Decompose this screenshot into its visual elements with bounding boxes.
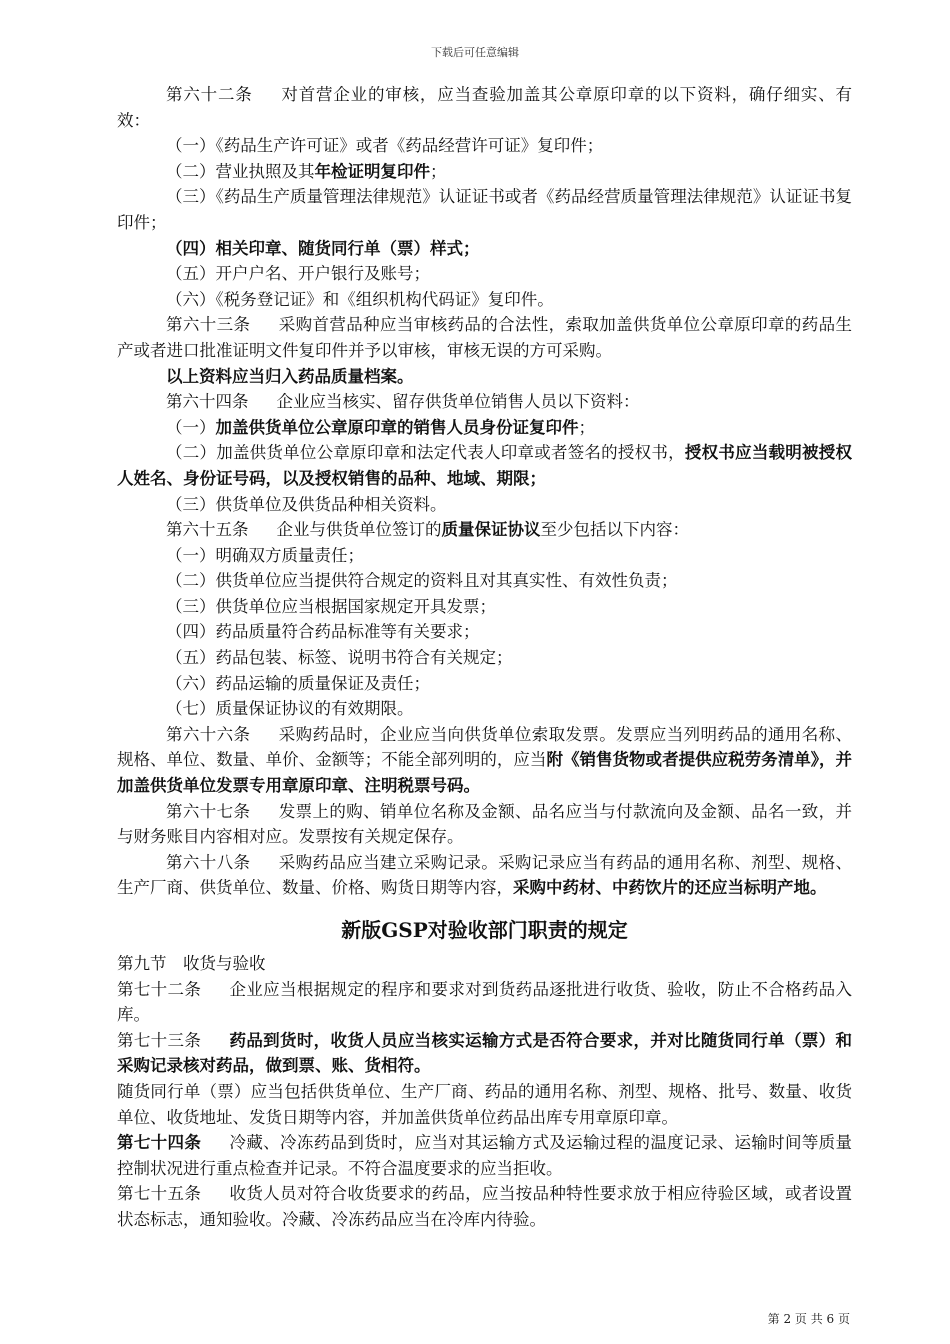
- article-label: 第六十四条: [166, 392, 249, 412]
- article-label: 第七十四条: [117, 1133, 202, 1153]
- article-63: [117, 312, 852, 363]
- article-73: [117, 1028, 852, 1079]
- article-text: 采购首营品种应当审核药品的合法性，索取加盖供货单位公章原印章的药品生产或者进口批准证明文件复印件并予以审核，审核无误的方可采购。: [117, 315, 853, 360]
- article-text: 企业应当根据规定的程序和要求对到货药品逐批进行收货、验收，防止不合格药品入库。: [117, 979, 853, 1025]
- list-item: [117, 236, 852, 262]
- list-text: ；: [578, 417, 595, 437]
- article-label: 第七十三条: [117, 1030, 202, 1050]
- article-label: 第六十七条: [166, 801, 251, 821]
- page-number: 第 2 页 共 6 页: [767, 1312, 850, 1326]
- list-text: （一）: [166, 417, 216, 437]
- article-label: 第六十二条: [166, 85, 253, 104]
- article-64: [117, 389, 852, 415]
- article-68: [117, 850, 852, 901]
- article-74: [117, 1130, 852, 1181]
- article-text: 发票上的购、销单位名称及金额、品名应当与付款流向及金额、品名一致，并与财务账目内容相对应。发票按有关规定保存。: [117, 801, 853, 847]
- article-label: 第七十五条: [117, 1184, 202, 1204]
- list-item: （三）供货单位及供货品种相关资料。: [166, 494, 447, 514]
- note-text: 以上资料应当归入药品质量档案。: [166, 366, 414, 386]
- article-text: 企业与供货单位签订的: [276, 520, 442, 540]
- list-item: （五）开户户名、开户银行及账号；: [166, 264, 430, 284]
- article-label: 第六十八条: [166, 852, 251, 872]
- list-item: （七）质量保证协议的有效期限。: [166, 699, 414, 719]
- list-item: （一）《药品生产许可证》或者《药品经营许可证》复印件；: [166, 136, 604, 156]
- article-text-bold: 质量保证协议: [441, 520, 541, 540]
- list-item: （四）药品质量符合药品标准等有关要求；: [166, 622, 480, 642]
- list-item: [117, 440, 852, 491]
- list-text-bold: （四）相关印章、随货同行单（票）样式；: [166, 238, 480, 258]
- list-text-bold: 年检证明复印件: [314, 161, 430, 181]
- article-75: [117, 1181, 852, 1232]
- article-62: [117, 82, 852, 133]
- list-text: （二）营业执照及其: [166, 161, 315, 181]
- article-text: 企业应当核实、留存供货单位销售人员以下资料：: [276, 392, 640, 412]
- list-item: （六）《税务登记证》和《组织机构代码证》复印件。: [166, 289, 554, 309]
- article-label: 第六十五条: [166, 520, 249, 540]
- article-text: 采购药品时，企业应当向供货单位索取发票。发票应当列明药品的通用名称、规格、单位、数量、单价、金额等；不能全部列明的，应当: [117, 724, 853, 770]
- article-text-bold: 采购中药材、中药饮片的还应当标明产地。: [513, 878, 827, 898]
- list-text-bold: 加盖供货单位公章原印章的销售人员身份证复印件: [215, 417, 579, 437]
- list-text: ；: [430, 161, 447, 181]
- page-header: 下载后可任意编辑: [431, 46, 519, 59]
- article-text: 采购药品应当建立采购记录。采购记录应当有药品的通用名称、剂型、规格、生产厂商、供货单位、数量、价格、购货日期等内容，: [117, 852, 853, 898]
- list-item: （五）药品包装、标签、说明书符合有关规定；: [166, 648, 513, 668]
- article-text: 至少包括以下内容：: [540, 520, 689, 540]
- section-title: 新版GSP对验收部门职责的规定: [341, 918, 628, 942]
- list-item: （一）明确双方质量责任；: [166, 545, 364, 565]
- section-heading: 第九节 收货与验收: [117, 954, 266, 973]
- article-73-detail: 随货同行单（票）应当包括供货单位、生产厂商、药品的通用名称、剂型、规格、批号、数量、收货单位、收货地址、发货日期等内容，并加盖供货单位药品出库专用章原印章。: [117, 1081, 852, 1127]
- list-text-bold: 授权书应当载明被授权人姓名、身份证号码，以及授权销售的品种、地域、期限；: [117, 443, 853, 488]
- article-66: [117, 722, 852, 799]
- list-item: [117, 159, 852, 185]
- article-text: 收货人员对符合收货要求的药品，应当按品种特性要求放于相应待验区域，或者设置状态标志，通知验收。冷藏、冷冻药品应当在冷库内待验。: [117, 1184, 853, 1229]
- article-72: [117, 977, 852, 1028]
- list-text: （二）加盖供货单位公章原印章和法定代表人印章或者签名的授权书，: [166, 443, 685, 463]
- article-text-bold: 药品到货时，收货人员应当核实运输方式是否符合要求，并对比随货同行单（票）和采购记录核对药品，做到票、账、货相符。: [117, 1030, 853, 1076]
- document-body: [117, 82, 852, 1233]
- list-item: [117, 415, 852, 441]
- list-item: （二）供货单位应当提供符合规定的资料且对其真实性、有效性负责；: [166, 571, 678, 591]
- list-item: （三）《药品生产质量管理法律规范》认证证书或者《药品经营质量管理法律规范》认证证书复印件；: [117, 187, 852, 232]
- article-67: [117, 799, 852, 850]
- list-item: （六）药品运输的质量保证及责任；: [166, 673, 430, 693]
- article-text: 对首营企业的审核，应当查验加盖其公章原印章的以下资料，确仔细实、有效：: [117, 85, 853, 130]
- bold-note: [117, 364, 852, 390]
- article-text-bold: 附《销售货物或者提供应税劳务清单》，并加盖供货单位发票专用章原印章、注明税票号码。: [117, 750, 853, 796]
- article-label: 第七十二条: [117, 979, 202, 999]
- article-65: [117, 517, 852, 543]
- article-text: 冷藏、冷冻药品到货时，应当对其运输方式及运输过程的温度记录、运输时间等质量控制状况进行重点检查并记录。不符合温度要求的应当拒收。: [117, 1133, 853, 1178]
- article-label: 第六十三条: [166, 315, 251, 335]
- list-item: （三）供货单位应当根据国家规定开具发票；: [166, 596, 496, 616]
- article-label: 第六十六条: [166, 724, 251, 744]
